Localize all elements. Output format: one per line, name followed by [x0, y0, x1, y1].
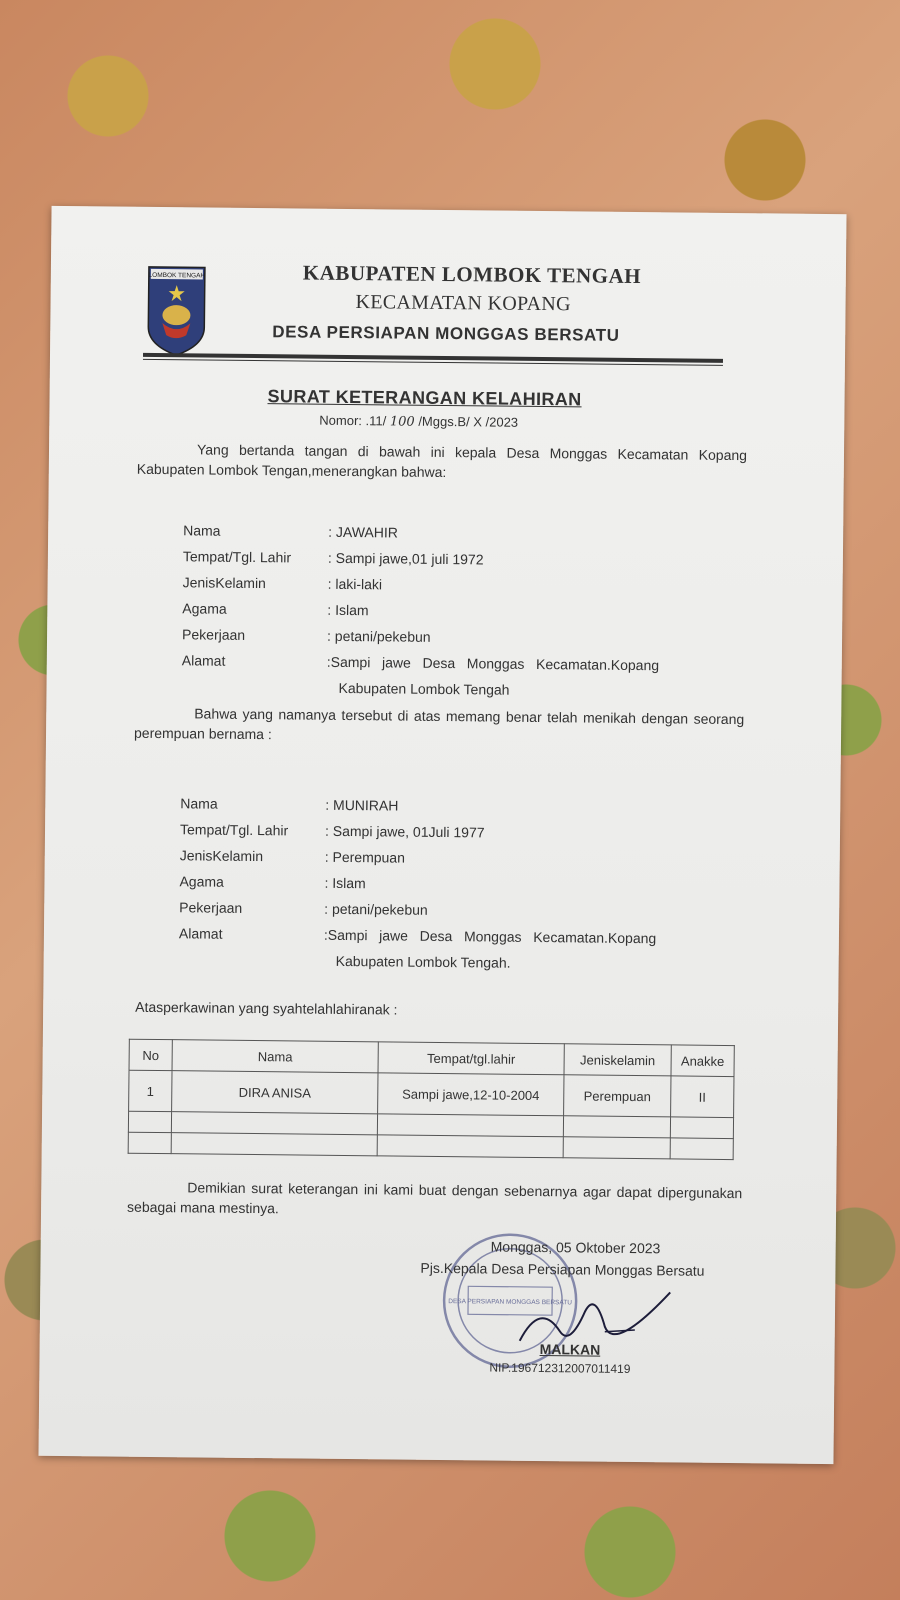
p1-value-nama: : JAWAHIR [328, 523, 398, 541]
col-header-gender: Jeniskelamin [564, 1044, 671, 1076]
p1-value-gender: : laki-laki [327, 575, 383, 593]
col-header-anakke: Anakke [671, 1045, 734, 1077]
p1-value-alamat: :Sampi jawe Desa Monggas Kecamatan.Kopang [326, 653, 660, 674]
intro-paragraph: Yang bertanda tangan di bawah ini kepala Desa Monggas Kecamatan Kopang Kabupaten Lombok Tengan,menerangkan bahwa: [136, 441, 748, 481]
p2-value-alamat: :Sampi jawe Desa Monggas Kecamatan.Kopang [323, 926, 657, 947]
document-paper [38, 206, 846, 1464]
p2-value-gender: : Perempuan [324, 848, 406, 866]
p2-value-nama: : MUNIRAH [325, 796, 399, 814]
header-regency: KABUPATEN LOMBOK TENGAH [302, 260, 642, 289]
letter-number-suffix: /Mggs.B/ X /2023 [418, 413, 519, 430]
cell-no: 1 [129, 1070, 172, 1111]
p1-value-alamat-line2: Kabupaten Lombok Tengah [338, 679, 510, 698]
p1-label-nama: Nama [183, 522, 221, 539]
signatory-nip: NIP.196712312007011419 [489, 1360, 631, 1376]
children-intro: Atasperkawinan yang syahtelahlahiranak : [135, 998, 398, 1018]
regency-logo [146, 265, 207, 358]
cell-ttl: Sampi jawe,12-10-2004 [378, 1073, 564, 1116]
p1-label-alamat: Alamat [181, 652, 226, 669]
header-village: DESA PERSIAPAN MONGGAS BERSATU [272, 322, 620, 345]
p1-label-gender: JenisKelamin [182, 574, 266, 592]
cell-nama: DIRA ANISA [172, 1071, 378, 1114]
p2-label-agama: Agama [179, 873, 224, 890]
p2-value-pekerjaan: : petani/pekebun [324, 900, 428, 918]
p2-label-gender: JenisKelamin [179, 847, 264, 865]
p2-value-agama: : Islam [324, 874, 366, 892]
header-district: KECAMATAN KOPANG [355, 291, 571, 316]
p1-label-agama: Agama [182, 600, 227, 617]
cell-anakke: II [671, 1076, 734, 1118]
cell-gender: Perempuan [564, 1075, 671, 1117]
letter-number [319, 413, 518, 431]
signatory-name: MALKAN [539, 1341, 601, 1358]
table-row [129, 1070, 734, 1117]
p1-value-ttl: : Sampi jawe,01 juli 1972 [327, 549, 484, 568]
p2-value-alamat-line2: Kabupaten Lombok Tengah. [335, 952, 511, 971]
col-header-ttl: Tempat/tgl.lahir [378, 1042, 564, 1075]
col-header-nama: Nama [172, 1040, 378, 1073]
signature-position: Pjs.Kepala Desa Persiapan Monggas Bersatu [420, 1259, 705, 1279]
letter-number-handwritten: 100 [389, 414, 415, 430]
marriage-paragraph: Bahwa yang namanya tersebut di atas memang benar telah menikah dengan seorang perempuan bernama : [133, 705, 745, 743]
p2-label-nama: Nama [180, 795, 218, 812]
children-table [128, 1039, 735, 1160]
closing-paragraph: Demikian surat keterangan ini kami buat dengan sebenarnya agar dapat dipergunakan sebagai mana mestinya. [127, 1179, 743, 1217]
p1-value-agama: : Islam [327, 601, 369, 619]
signature-place-date: Monggas, 05 Oktober 2023 [490, 1238, 661, 1257]
col-header-no: No [129, 1039, 172, 1070]
p2-label-ttl: Tempat/Tgl. Lahir [179, 821, 289, 839]
p2-value-ttl: : Sampi jawe, 01Juli 1977 [324, 822, 485, 841]
letter-title: SURAT KETERANGAN KELAHIRAN [267, 386, 582, 410]
logo-text: LOMBOK TENGAH [148, 271, 206, 280]
stamp-text: DESA PERSIAPAN MONGGAS BERSATU [448, 1298, 572, 1307]
p2-label-pekerjaan: Pekerjaan [179, 899, 243, 916]
p1-value-pekerjaan: : petani/pekebun [326, 627, 431, 645]
p1-label-pekerjaan: Pekerjaan [182, 626, 246, 643]
p1-label-ttl: Tempat/Tgl. Lahir [182, 548, 292, 566]
letter-number-prefix: Nomor: .11/ [319, 412, 387, 429]
p2-label-alamat: Alamat [178, 925, 223, 942]
